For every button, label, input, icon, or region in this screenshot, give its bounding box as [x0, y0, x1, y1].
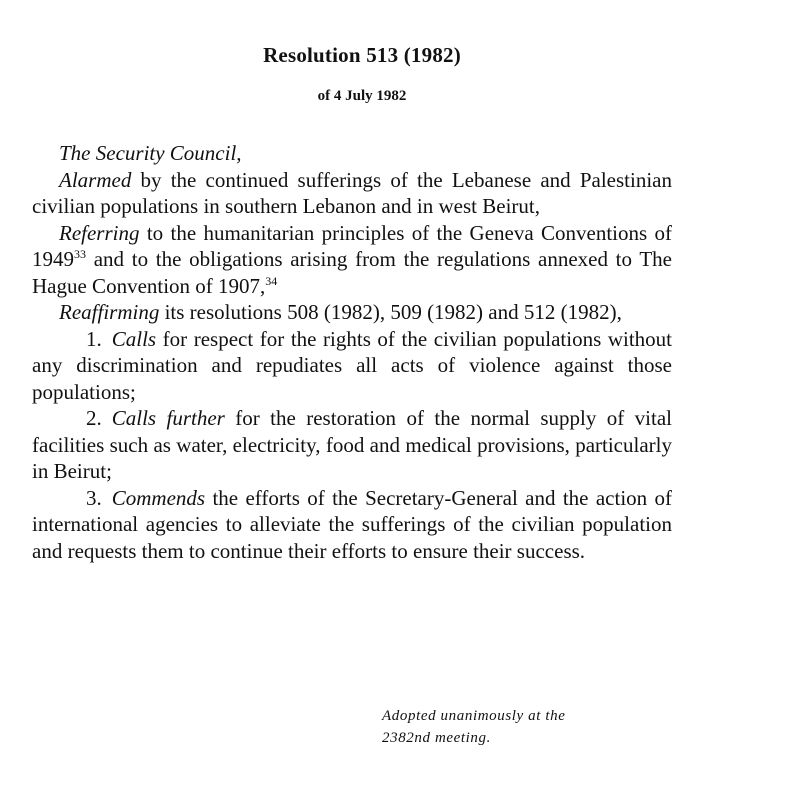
paragraph-text: for respect for the rights of the civilian populations without any discrimination and repudiates all acts of violence against those populations; — [32, 326, 672, 404]
paragraph-text: by the continued sufferings of the Lebanese and Palestinian civilian populations in southern Lebanon and in west Beirut, — [32, 167, 672, 218]
paragraph-number: 3. — [86, 485, 102, 510]
opening-text: The Security Council, — [59, 141, 242, 165]
preamble-paragraph-referring — [32, 220, 672, 300]
paragraph-text: the efforts of the Secretary-General and the action of international agencies to alleviate the sufferings of the civilian population and requests them to continue their efforts to ensure their success. — [32, 485, 672, 563]
preamble-paragraph-alarmed — [32, 167, 672, 220]
lead-word: Commends — [111, 485, 206, 510]
lead-word: Calls — [111, 326, 157, 351]
operative-paragraph-3 — [32, 485, 672, 565]
resolution-body — [32, 140, 672, 564]
paragraph-text: to the humanitarian principles of the Geneva Conventions of 1949 — [32, 220, 672, 271]
lead-word: Reaffirming — [59, 300, 160, 324]
lead-word: Referring — [59, 220, 140, 245]
footnote-ref: 33 — [74, 247, 86, 261]
preamble-paragraph-reaffirming — [32, 299, 672, 326]
lead-word: Alarmed — [59, 167, 132, 192]
footnote-ref: 34 — [265, 273, 278, 288]
preamble-opening — [32, 140, 672, 167]
operative-paragraph-2 — [32, 405, 672, 485]
resolution-title: Resolution 513 (1982) — [263, 43, 461, 67]
adoption-note — [382, 705, 566, 749]
operative-paragraph-1 — [32, 326, 672, 406]
adoption-line-2: 2382nd meeting. — [382, 730, 491, 746]
paragraph-text: for the restoration of the normal supply of vital facilities such as water, electricity, food and medical provisions, particularly in Beirut; — [32, 406, 673, 483]
paragraph-number: 1. — [86, 326, 102, 351]
paragraph-number: 2. — [86, 406, 102, 430]
paragraph-text: its resolutions 508 (1982), 509 (1982) and 512 (1982), — [159, 300, 622, 324]
resolution-date: of 4 July 1982 — [317, 88, 407, 104]
paragraph-text: and to the obligations arising from the regulations annexed to The Hague Convention of 1907, — [32, 247, 672, 298]
lead-word: Calls further — [111, 406, 225, 430]
adoption-line-1: Adopted unanimously at the — [382, 708, 566, 724]
